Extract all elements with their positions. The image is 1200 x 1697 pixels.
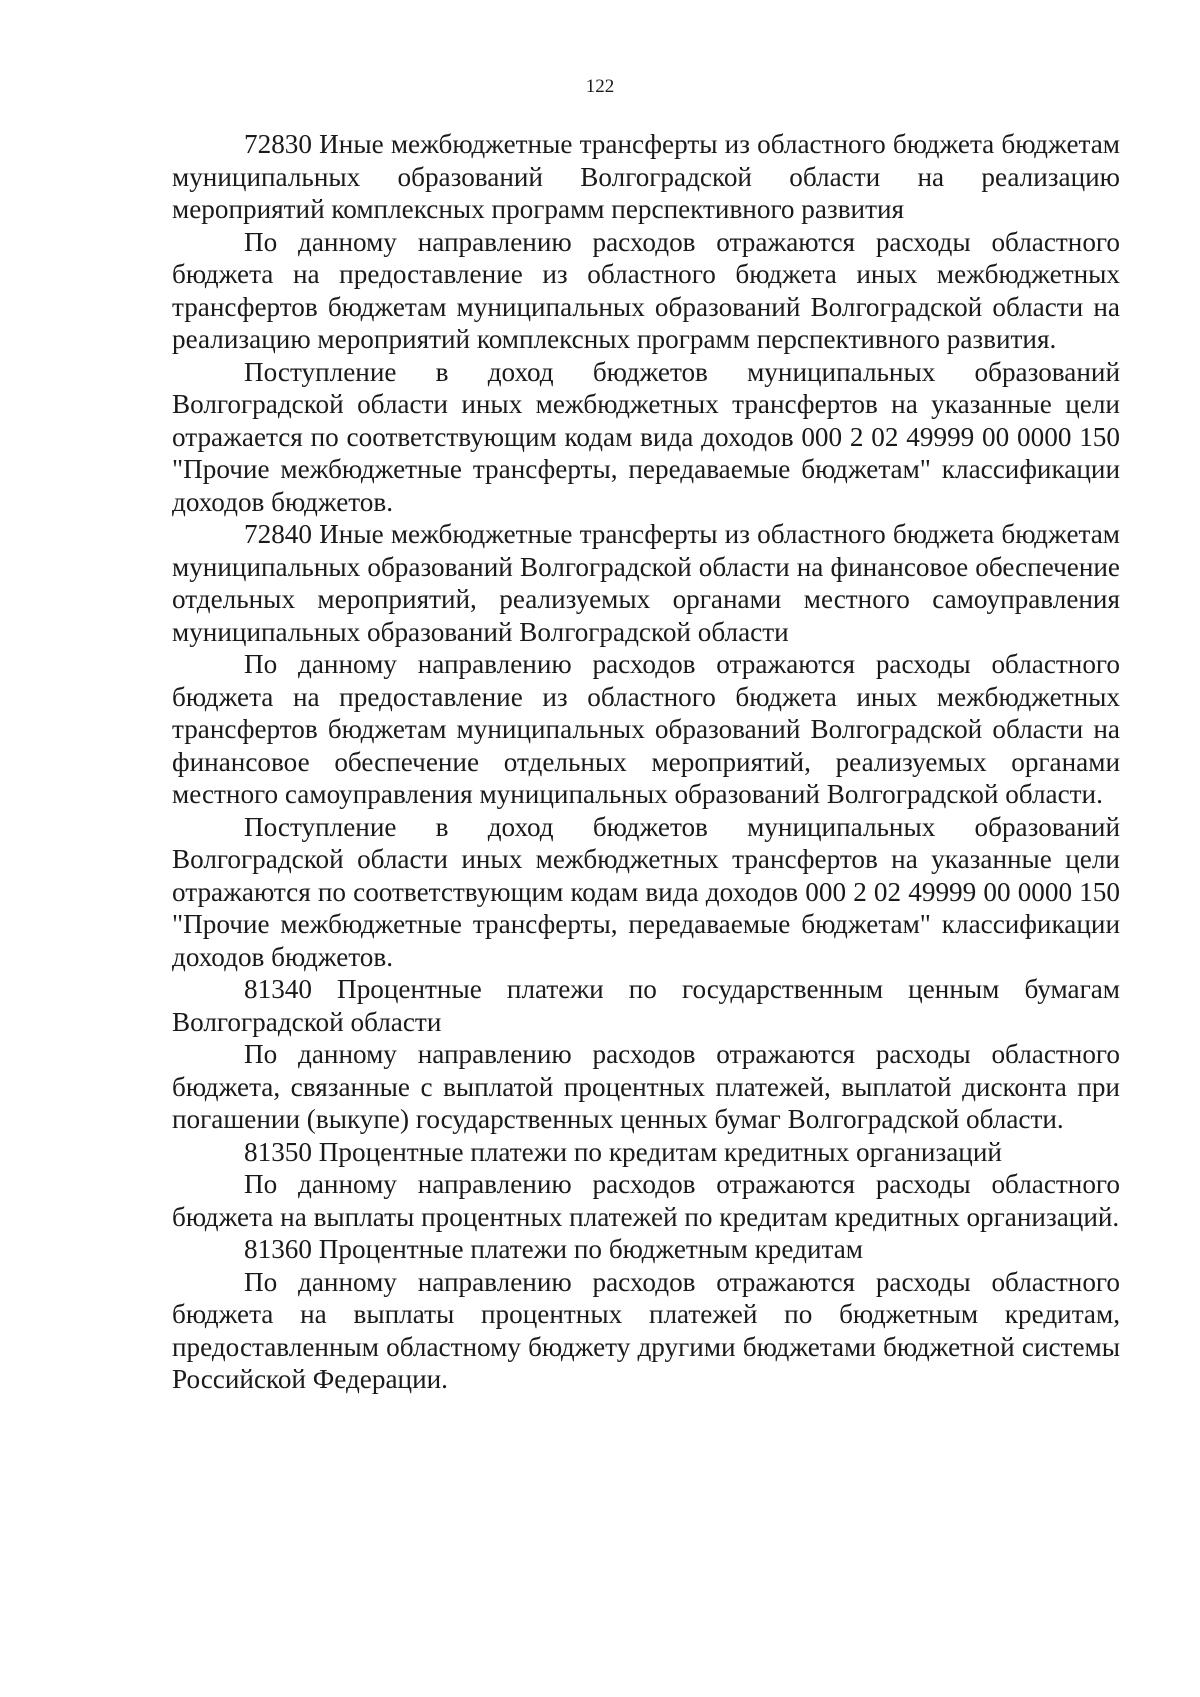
- paragraph: 72830 Иные межбюджетные трансферты из областного бюджета бюджетам муниципальных образований Волгоградской области на реализацию мероприятий комплексных программ перспективного развития: [172, 129, 1120, 224]
- paragraph: По данному направлению расходов отражаются расходы областного бюджета на предоставление из областного бюджета иных межбюджетных трансфертов бюджетам муниципальных образований Волгоградской области на реализацию мероприятий комплексных программ перспективного развития.: [172, 226, 1120, 354]
- paragraph: 72840 Иные межбюджетные трансферты из областного бюджета бюджетам муниципальных образований Волгоградской области на финансовое обеспечение отдельных мероприятий, реализуемых органами местного самоуправления муниципальных образований Волгоградской области: [172, 519, 1120, 647]
- paragraph: 81340 Процентные платежи по государственным ценным бумагам Волгоградской области: [172, 974, 1120, 1037]
- paragraph: По данному направлению расходов отражаются расходы областного бюджета, связанные с выплатой процентных платежей, выплатой дисконта при погашении (выкупе) государственных ценных бумаг Волгоградской области.: [172, 1039, 1120, 1134]
- paragraph: Поступление в доход бюджетов муниципальных образований Волгоградской области иных межбюджетных трансфертов на указанные цели отражается по соответствующим кодам вида доходов 000 2 02 49999 00 0000 150 "Прочие межбюджетные трансферты, передаваемые бюджетам" классификации доходов бюджетов.: [172, 356, 1120, 517]
- paragraph: Поступление в доход бюджетов муниципальных образований Волгоградской области иных межбюджетных трансфертов на указанные цели отражаются по соответствующим кодам вида доходов 000 2 02 49999 00 0000 150 "Прочие межбюджетные трансферты, передаваемые бюджетам" классификации доходов бюджетов.: [172, 811, 1120, 972]
- paragraph: По данному направлению расходов отражаются расходы областного бюджета на выплаты процентных платежей по кредитам кредитных организаций.: [172, 1169, 1120, 1232]
- paragraph: 81350 Процентные платежи по кредитам кредитных организаций: [244, 1136, 1002, 1167]
- paragraph: По данному направлению расходов отражаются расходы областного бюджета на выплаты процентных платежей по бюджетным кредитам, предоставленным областному бюджету другими бюджетами бюджетной системы Российской Федерации.: [172, 1266, 1120, 1394]
- paragraph: По данному направлению расходов отражаются расходы областного бюджета на предоставление из областного бюджета иных межбюджетных трансфертов бюджетам муниципальных образований Волгоградской области на финансовое обеспечение отдельных мероприятий, реализуемых органами местного самоуправления муниципальных образований Волгоградской области.: [172, 649, 1120, 809]
- document-body: [172, 128, 1120, 1396]
- page-number: 122: [585, 76, 615, 97]
- paragraph: 81360 Процентные платежи по бюджетным кредитам: [244, 1234, 863, 1264]
